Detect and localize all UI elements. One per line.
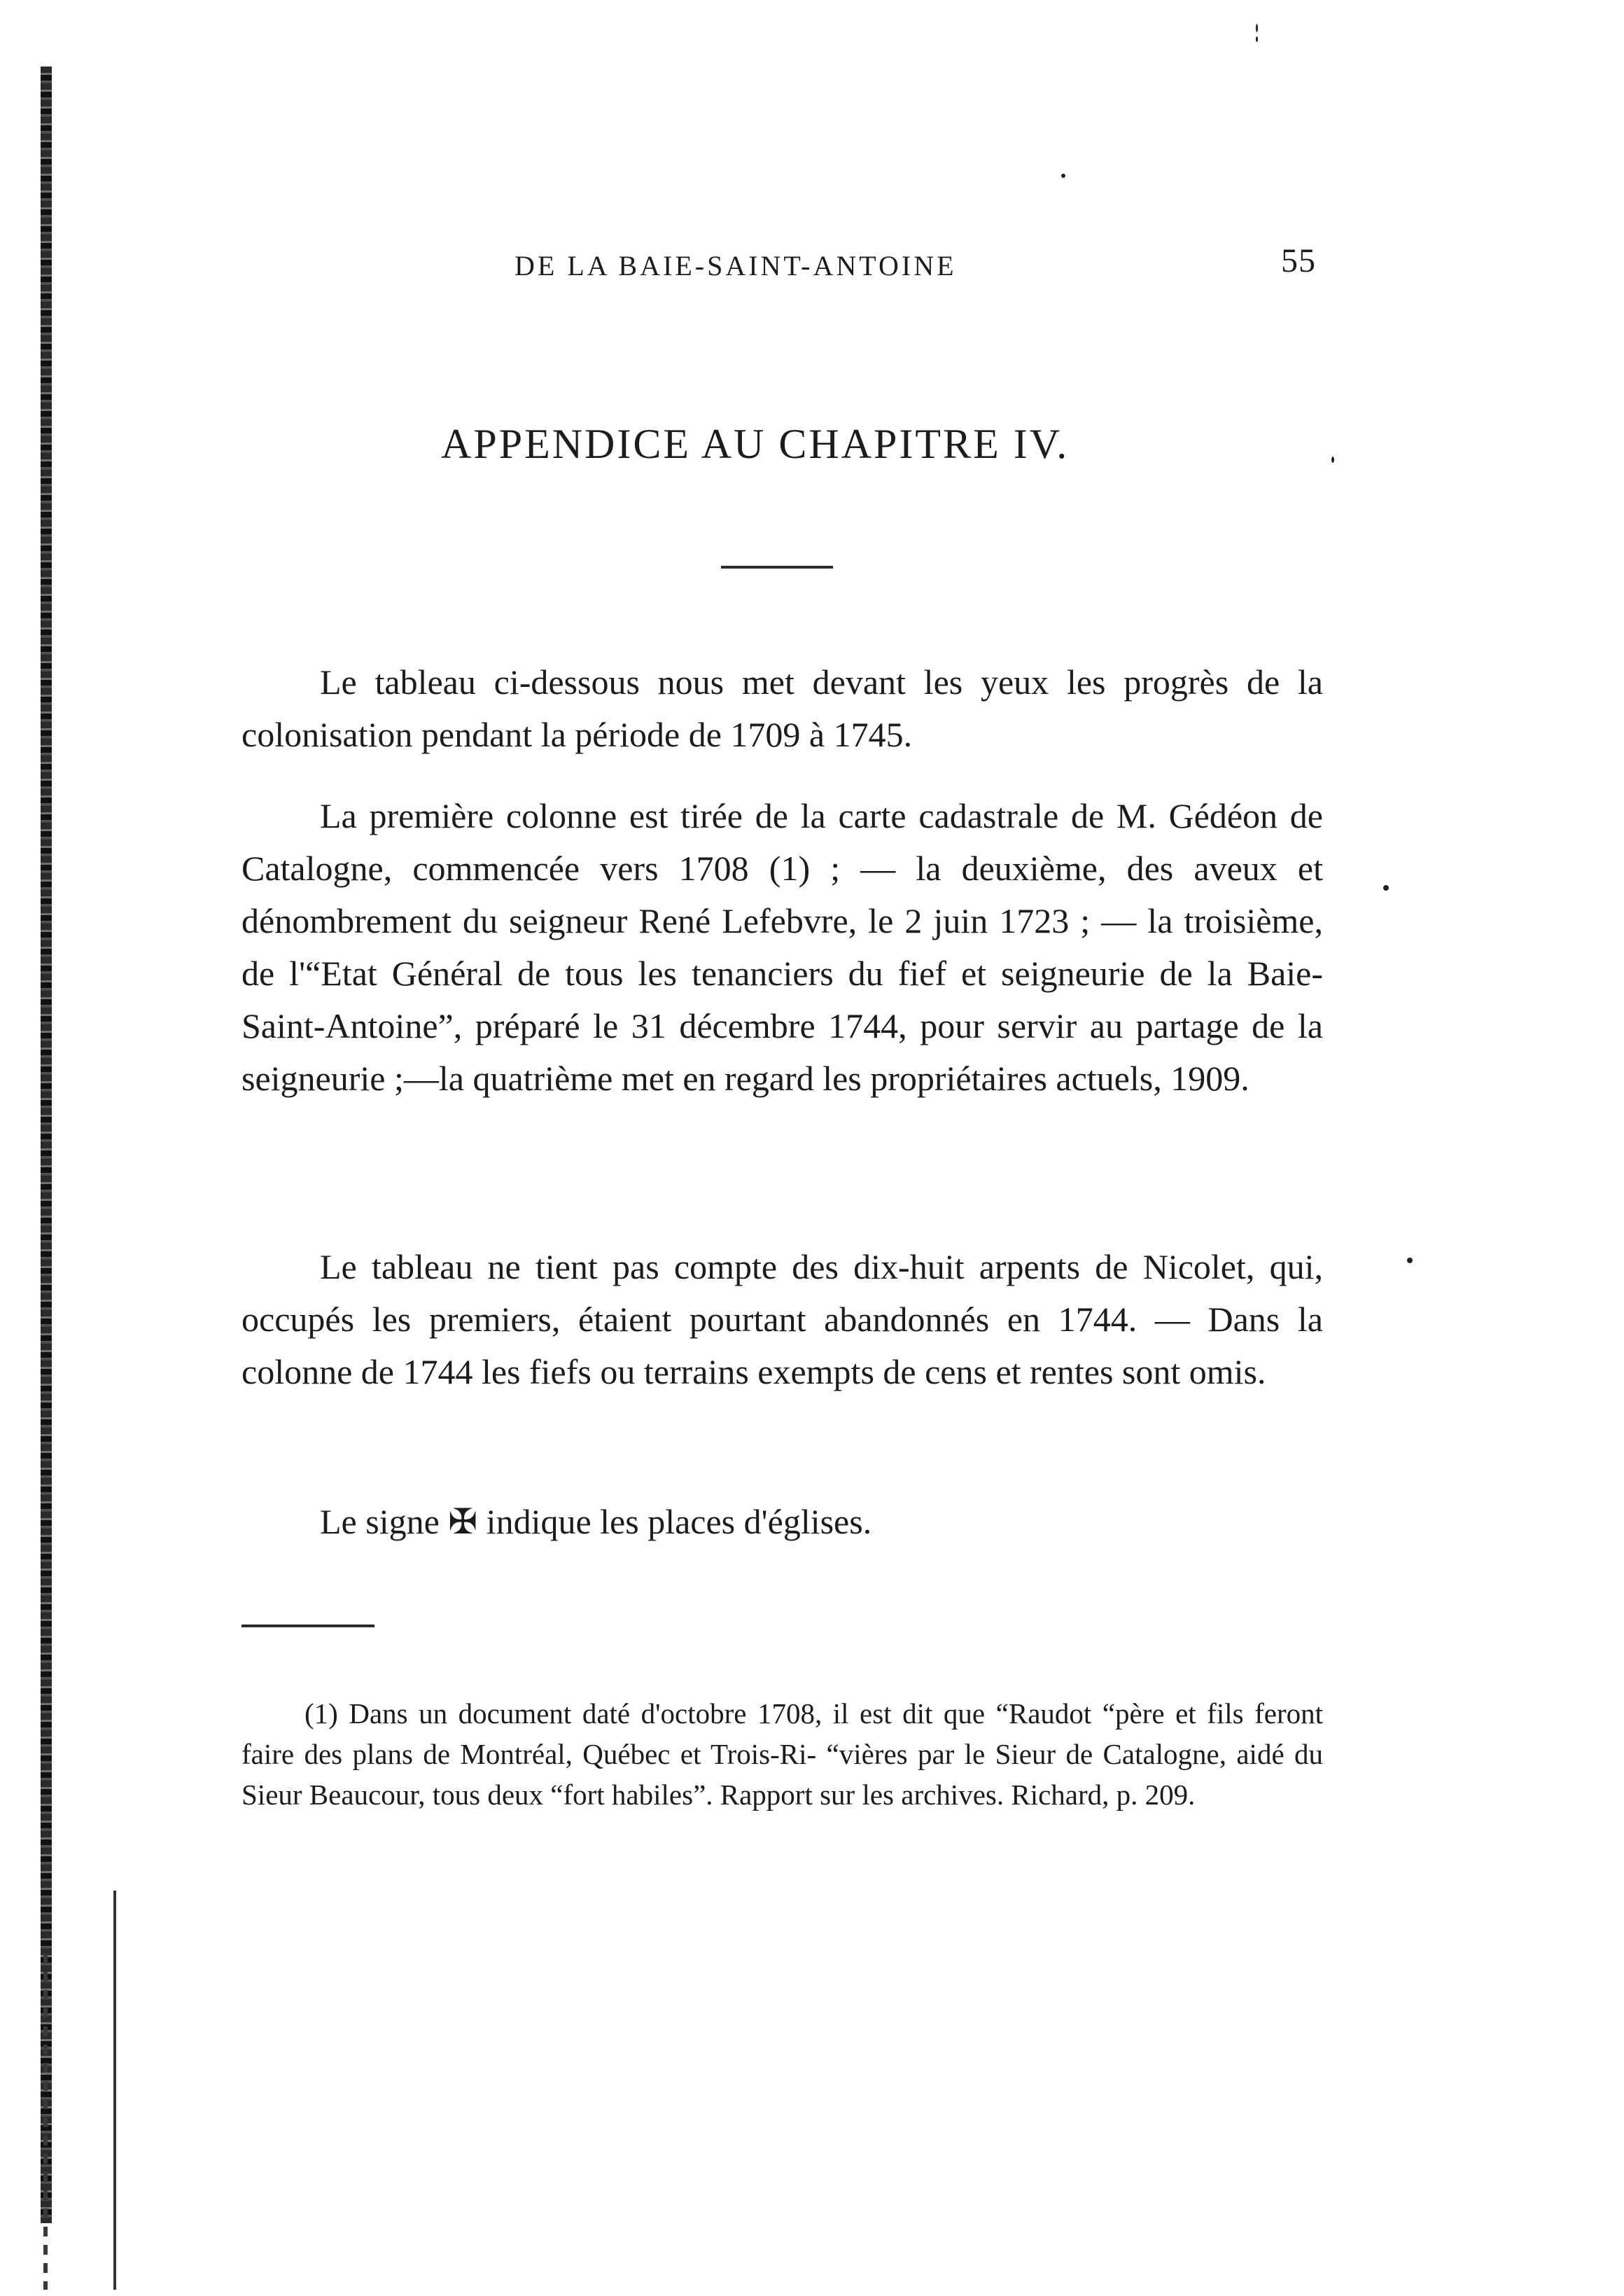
title-divider <box>721 566 833 569</box>
footnote-divider <box>241 1624 374 1627</box>
body-paragraph-columns: La première colonne est tirée de la carte cadastrale de M. Gédéon de Catalogne, commencée vers 1708 (1) ; — la deuxième, des aveux et dénombrement du seigneur René Lefebvre, le 2 juin 1723 ; — la troisième, de l'“Etat Général de tous les tenanciers du fief et seigneurie de la Baie-Saint-Antoine”, préparé le 31 décembre 1744, pour servir au partage de la seigneurie ;—la quatrième met en regard les propriétaires actuels, 1909. <box>241 796 1323 1098</box>
scan-speck <box>1407 1258 1413 1263</box>
scanned-binding-edge-tail <box>43 1954 48 2290</box>
scan-speck <box>1331 457 1334 463</box>
running-head: DE LA BAIE-SAINT-ANTOINE <box>514 250 957 281</box>
chapter-title: APPENDICE AU CHAPITRE IV. <box>441 421 1070 467</box>
scan-speck <box>1256 36 1258 42</box>
scanned-binding-rule <box>113 1891 116 2290</box>
body-paragraph-church-sign: Le signe ✠ indique les places d'églises. <box>320 1502 872 1541</box>
scan-speck <box>1061 174 1065 178</box>
body-paragraph-intro: Le tableau ci-dessous nous met devant les yeux les progrès de la colonisation pendant la période de 1709 à 1745. <box>241 662 1323 754</box>
page-number: 55 <box>1281 242 1316 279</box>
scanned-binding-edge <box>41 67 52 2223</box>
body-paragraph-nicolet: Le tableau ne tient pas compte des dix-huit arpents de Nicolet, qui, occupés les premiers, étaient pourtant abandonnés en 1744. — Dans la colonne de 1744 les fiefs ou terrains exempts de cens et rentes sont omis. <box>241 1247 1323 1391</box>
scan-speck <box>1256 24 1258 32</box>
footnote: (1) Dans un document daté d'octobre 1708, il est dit que “Raudot “père et fils feront faire des plans de Montréal, Québec et Trois-Ri- “vières par le Sieur de Catalogne, aidé du Sieur Beaucour, tous deux “fort habiles”. Rapport sur les archives. Richard, p. 209. <box>241 1697 1323 1811</box>
scan-speck <box>1383 885 1389 891</box>
